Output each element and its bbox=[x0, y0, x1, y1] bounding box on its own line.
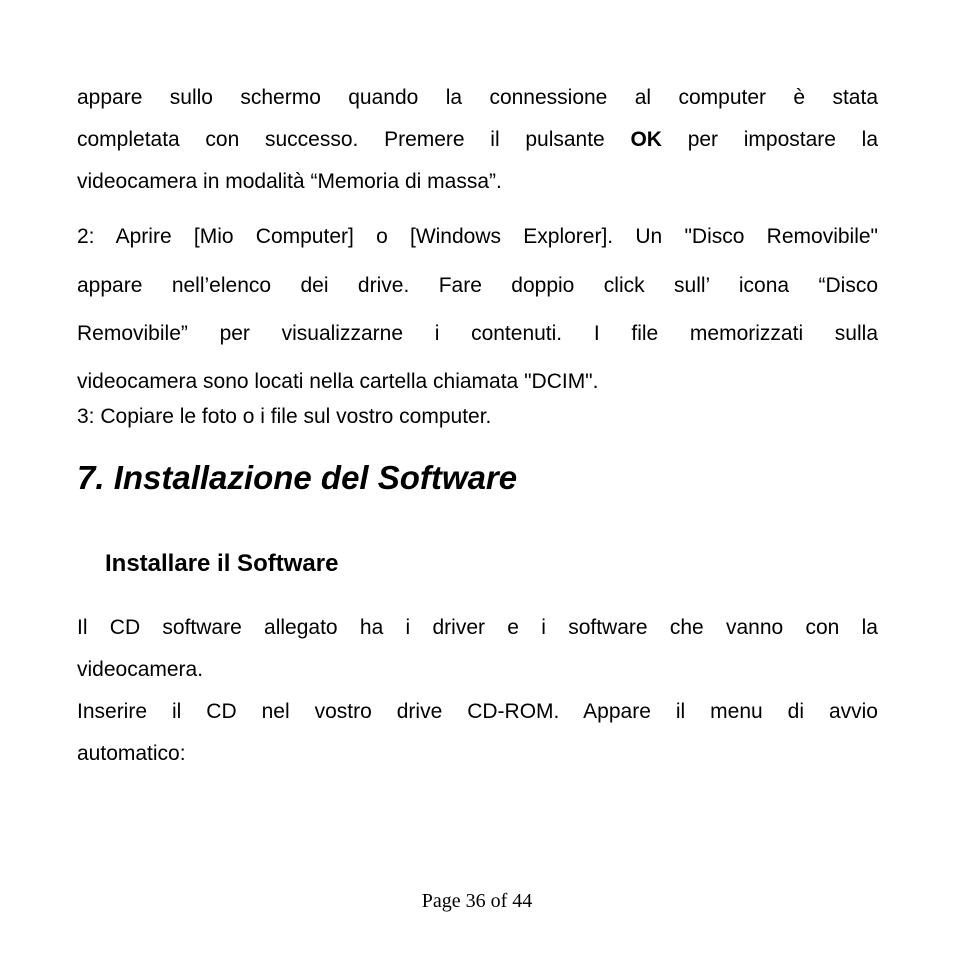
paragraph-4-line-1: Il CD software allegato ha i driver e i software che vanno con la bbox=[77, 616, 878, 639]
section-title: 7. Installazione del Software bbox=[77, 459, 518, 496]
paragraph-2-line-1: 2: Aprire [Mio Computer] o [Windows Explorer]. Un "Disco Removibile" bbox=[77, 225, 878, 248]
paragraph-5-line-1: Inserire il CD nel vostro drive CD-ROM. Appare il menu di avvio bbox=[77, 700, 878, 723]
paragraph-2-line-3: Removibile” per visualizzarne i contenuti. I file memorizzati sulla bbox=[77, 322, 878, 345]
paragraph-1-line-2-after: per impostare la bbox=[687, 128, 878, 151]
paragraph-1-line-2 bbox=[77, 128, 878, 152]
subsection-title: Installare il Software bbox=[105, 550, 339, 577]
page-number: Page 36 of 44 bbox=[421, 890, 533, 912]
ok-button-label: OK bbox=[630, 128, 662, 151]
paragraph-2-line-4: videocamera sono locati nella cartella chiamata "DCIM". bbox=[77, 370, 599, 393]
paragraph-1-line-1: appare sullo schermo quando la connessione al computer è stata bbox=[77, 86, 878, 109]
paragraph-5-line-2: automatico: bbox=[77, 742, 186, 765]
paragraph-2-line-2: appare nell’elenco dei drive. Fare doppio click sull’ icona “Disco bbox=[77, 274, 878, 297]
paragraph-1-line-2-before: completata con successo. Premere il pulsante bbox=[77, 128, 605, 151]
paragraph-1-line-3: videocamera in modalità “Memoria di massa”. bbox=[77, 170, 502, 193]
paragraph-3-line-1: 3: Copiare le foto o i file sul vostro computer. bbox=[77, 405, 492, 428]
paragraph-4-line-2: videocamera. bbox=[77, 658, 204, 681]
